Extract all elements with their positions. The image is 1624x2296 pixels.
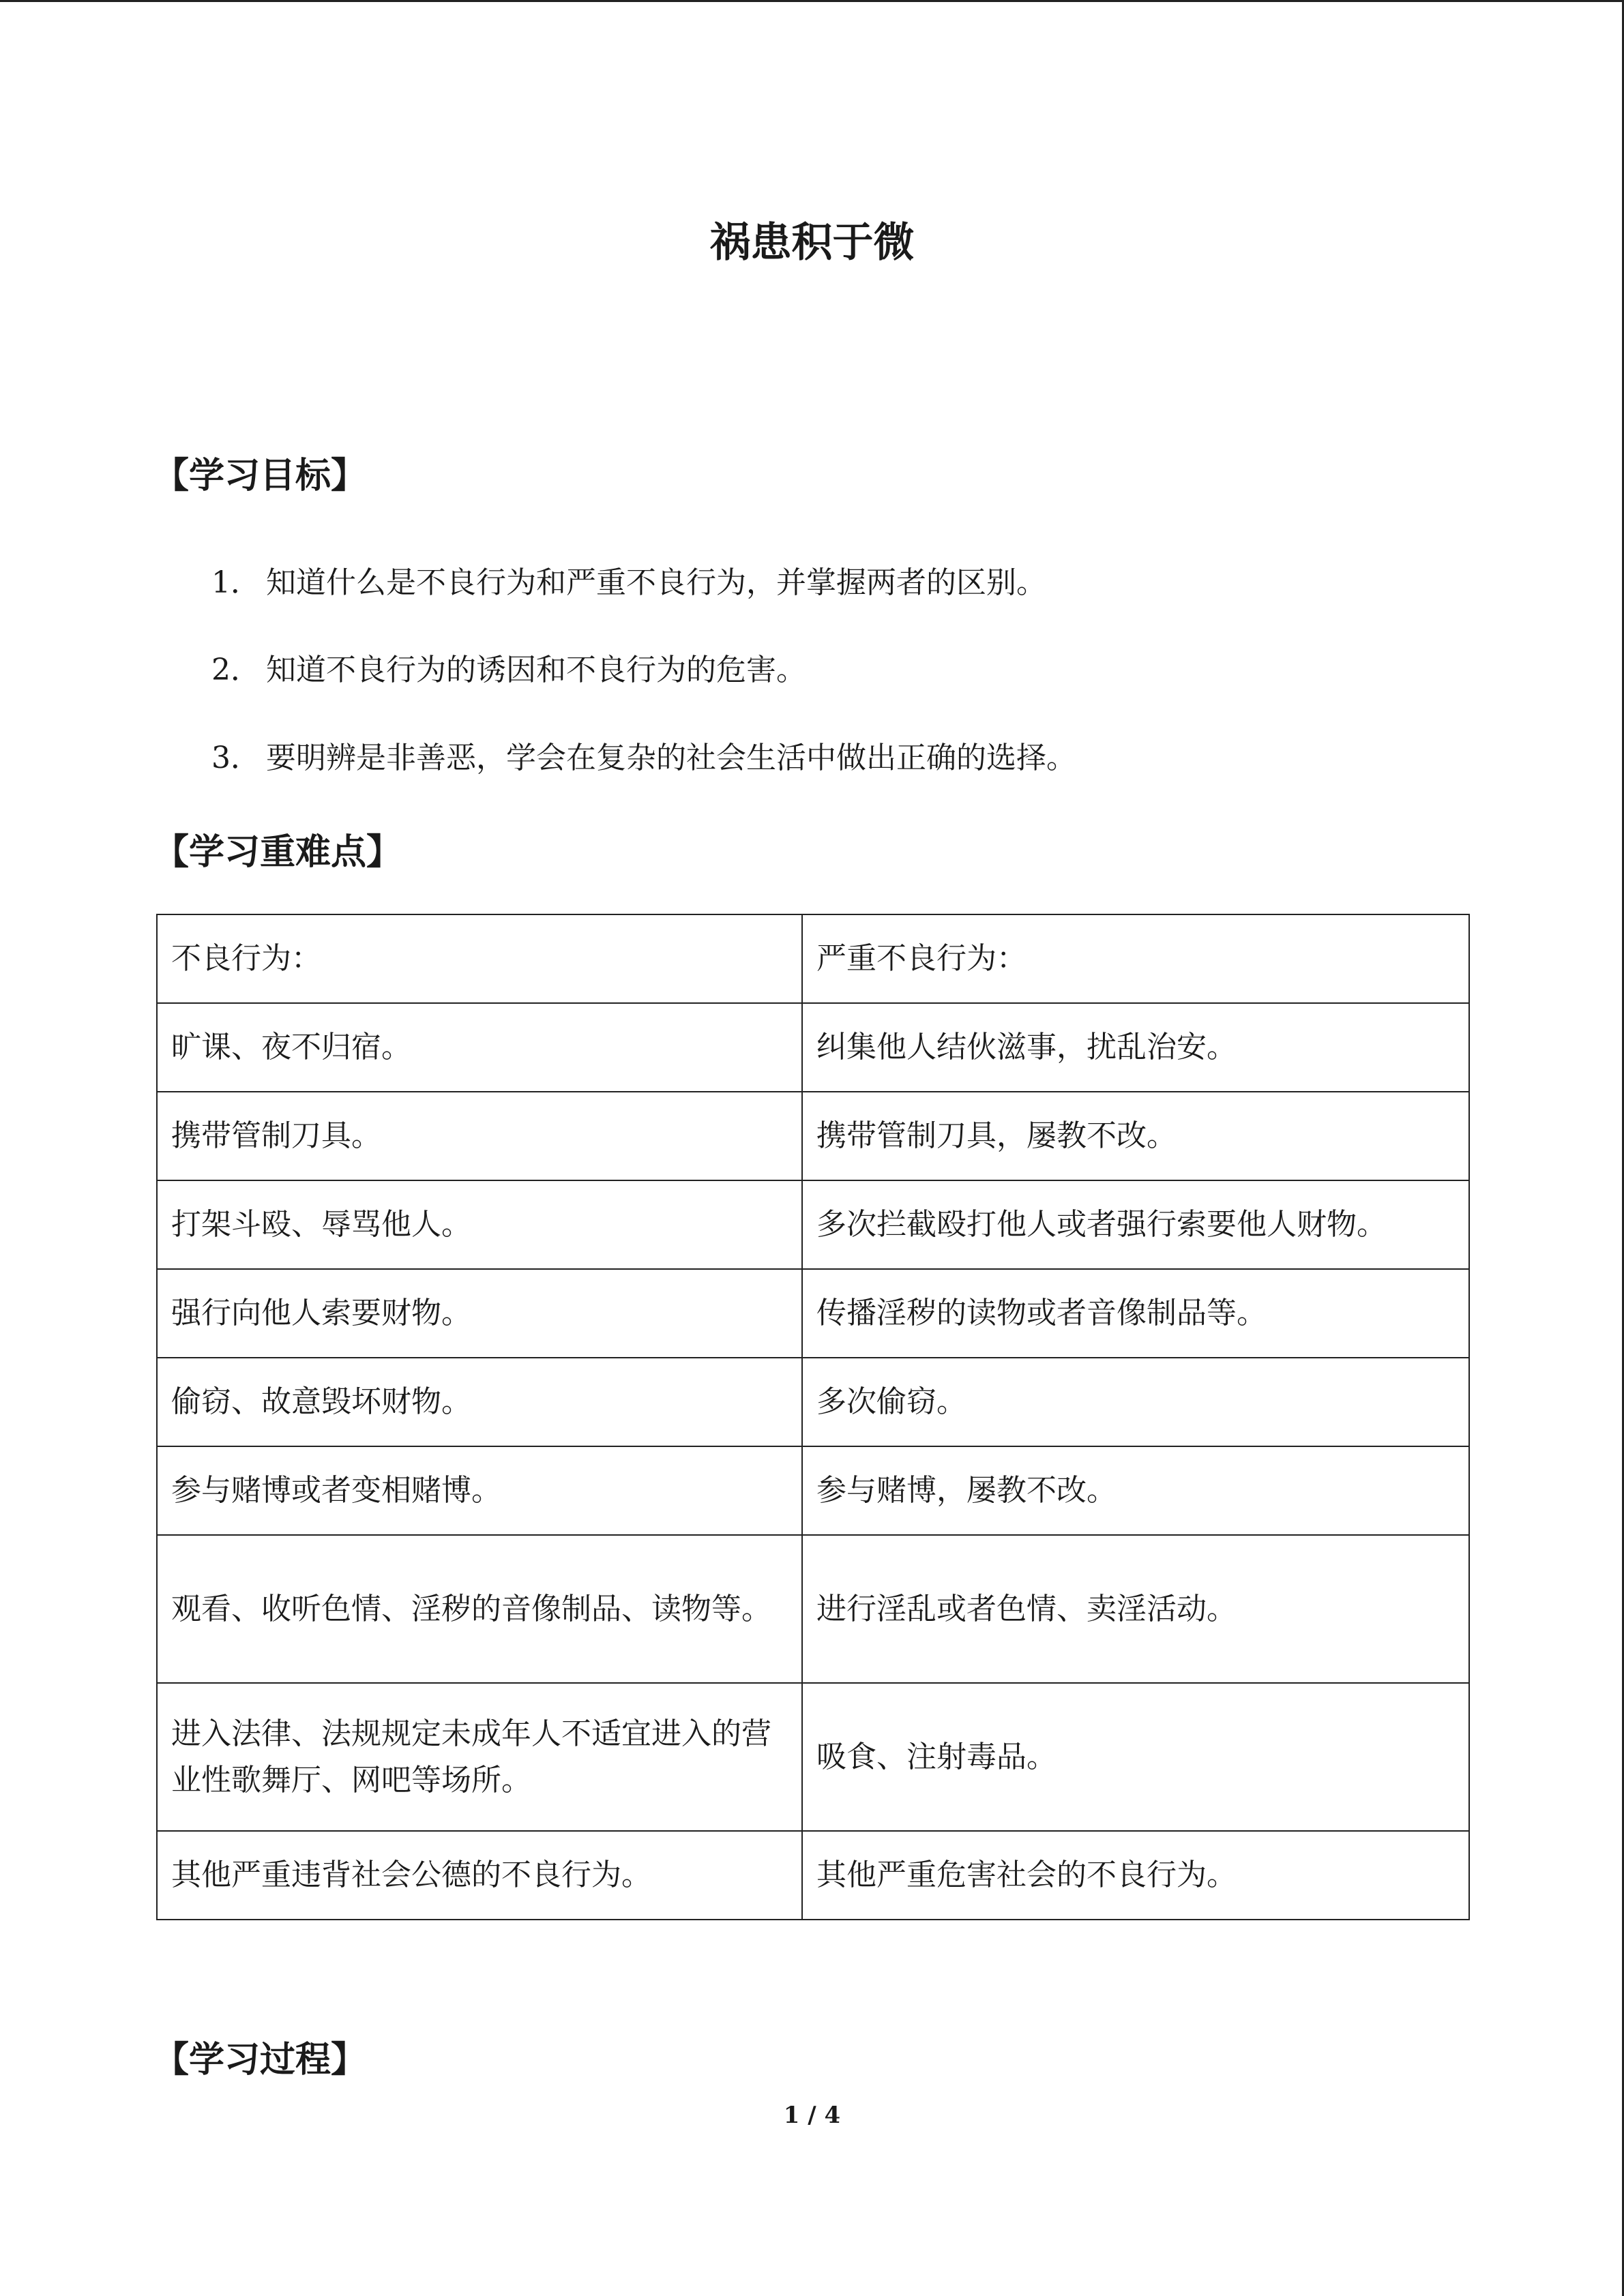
table-cell: 其他严重违背社会公德的不良行为。 (157, 1831, 802, 1920)
table-cell: 纠集他人结伙滋事，扰乱治安。 (802, 1003, 1469, 1092)
table-cell: 参与赌博或者变相赌博。 (157, 1446, 802, 1535)
objective-item (211, 558, 1046, 601)
objective-number: 3． (211, 741, 261, 775)
table-cell: 进入法律、法规规定未成年人不适宜进入的营业性歌舞厅、网吧等场所。 (157, 1683, 802, 1831)
objective-item (211, 645, 806, 689)
table-header-row (157, 914, 1469, 1003)
objective-item (211, 733, 1076, 777)
table-row (157, 1092, 1469, 1180)
objective-number: 2． (211, 653, 261, 687)
table-cell: 观看、收听色情、淫秽的音像制品、读物等。 (157, 1535, 802, 1683)
table-cell: 传播淫秽的读物或者音像制品等。 (802, 1269, 1469, 1358)
table-cell: 多次拦截殴打他人或者强行索要他人财物。 (802, 1180, 1469, 1269)
table-cell: 进行淫乱或者色情、卖淫活动。 (802, 1535, 1469, 1683)
objective-text: 知道不良行为的诱因和不良行为的危害。 (266, 653, 806, 687)
table-row (157, 1831, 1469, 1920)
objective-text: 要明辨是非善恶，学会在复杂的社会生活中做出正确的选择。 (266, 741, 1076, 775)
table-row (157, 1358, 1469, 1446)
objectives-heading: 【学习目标】 (153, 456, 367, 496)
table-cell: 打架斗殴、辱骂他人。 (157, 1180, 802, 1269)
table-cell: 旷课、夜不归宿。 (157, 1003, 802, 1092)
page-title: 祸患积于微 (709, 219, 915, 267)
table-row (157, 1269, 1469, 1358)
table-row (157, 1535, 1469, 1683)
table-cell: 吸食、注射毒品。 (802, 1683, 1469, 1831)
objective-text: 知道什么是不良行为和严重不良行为，并掌握两者的区别。 (266, 565, 1046, 600)
page-number: 1 / 4 (783, 2102, 841, 2129)
table-row (157, 1683, 1469, 1831)
table-cell: 多次偷窃。 (802, 1358, 1469, 1446)
key-points-heading: 【学习重难点】 (153, 832, 402, 873)
table-cell: 偷窃、故意毁坏财物。 (157, 1358, 802, 1446)
header-cell: 不良行为： (157, 914, 802, 1003)
table-cell: 携带管制刀具。 (157, 1092, 802, 1180)
objective-number: 1． (211, 565, 261, 600)
process-heading: 【学习过程】 (153, 2040, 367, 2081)
table-row (157, 1446, 1469, 1535)
table-cell: 强行向他人索要财物。 (157, 1269, 802, 1358)
table-row (157, 1003, 1469, 1092)
header-cell: 严重不良行为： (802, 914, 1469, 1003)
behavior-comparison-table (156, 914, 1470, 1920)
table-row (157, 1180, 1469, 1269)
table-cell: 携带管制刀具，屡教不改。 (802, 1092, 1469, 1180)
page-top-border (0, 0, 1624, 2)
table-cell: 参与赌博，屡教不改。 (802, 1446, 1469, 1535)
table-cell: 其他严重危害社会的不良行为。 (802, 1831, 1469, 1920)
